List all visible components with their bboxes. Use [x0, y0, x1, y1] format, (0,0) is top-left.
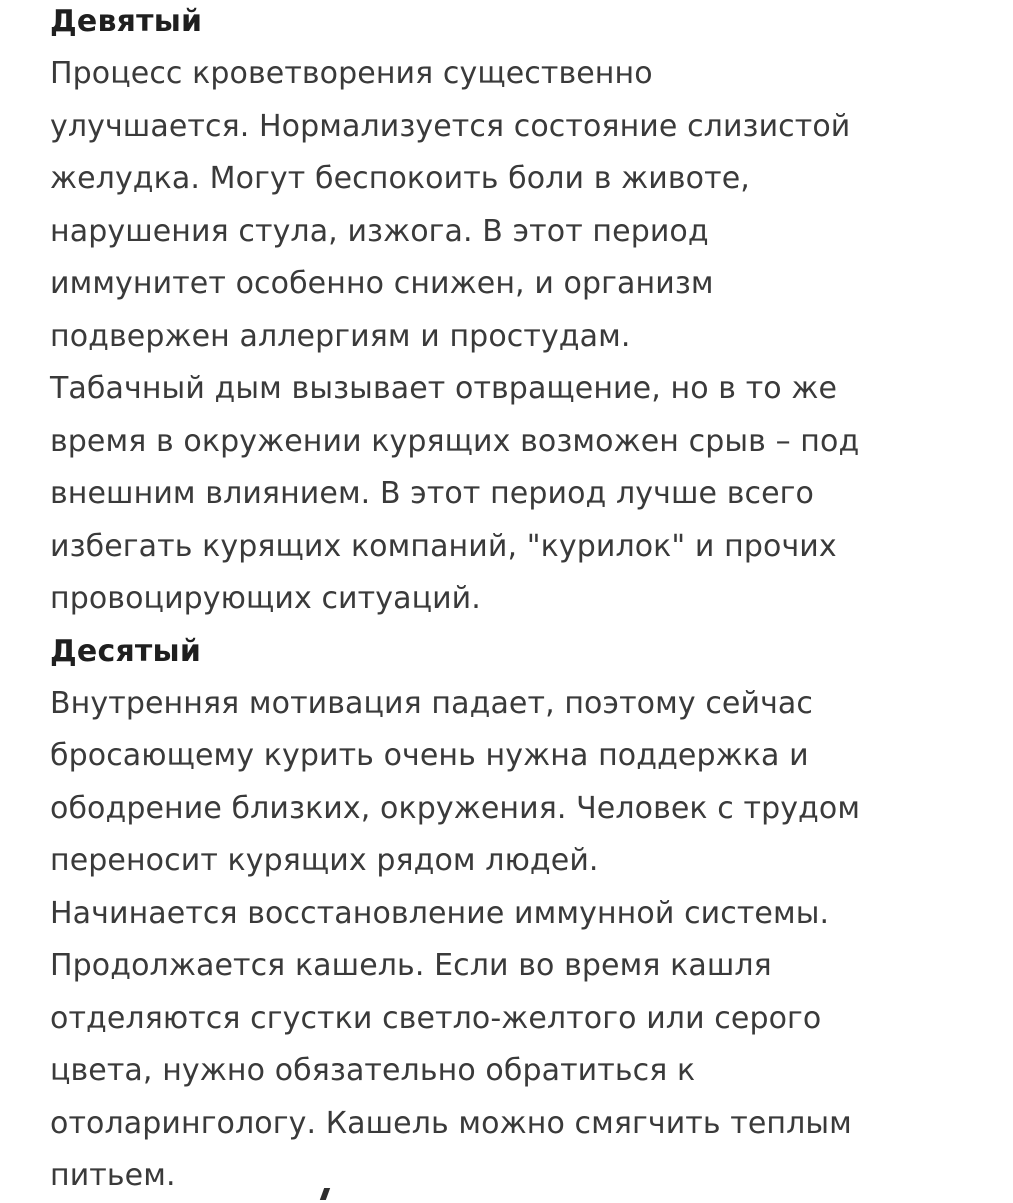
text-line: отделяются сгустки светло-желтого или серого	[50, 1000, 822, 1036]
text-line: улучшается. Нормализуется состояние слизистой	[50, 108, 851, 144]
paragraph	[50, 363, 1000, 626]
paragraph	[50, 48, 1000, 363]
section-ninth	[50, 0, 1000, 626]
text-line: отоларингологу. Кашель можно смягчить теплым	[50, 1105, 852, 1141]
text-line: цвета, нужно обязательно обратиться к	[50, 1053, 696, 1088]
text-line: питьем.	[50, 1158, 176, 1193]
paragraph	[50, 888, 1000, 1203]
section-heading: Девятый	[50, 4, 203, 39]
text-line: подвержен аллергиям и простудам.	[50, 318, 631, 354]
text-line: Начинается восстановление иммунной системы.	[50, 895, 830, 931]
text-line: провоцирующих ситуаций.	[50, 581, 481, 616]
text-line: время в окружении курящих возможен срыв – под	[50, 423, 860, 459]
text-line: избегать курящих компаний, "курилок" и прочих	[50, 528, 837, 564]
text-line: Процесс кроветворения существенно	[50, 56, 653, 91]
text-line: переносит курящих рядом людей.	[50, 843, 599, 878]
text-line: Продолжается кашель. Если во время кашля	[50, 948, 772, 983]
section-heading: Десятый	[50, 633, 202, 669]
text-line: Табачный дым вызывает отвращение, но в то же	[50, 371, 838, 406]
text-line: желудка. Могут беспокоить боли в животе,	[50, 161, 750, 196]
cut-off-glyph-fragment	[318, 1188, 332, 1200]
text-line: иммунитет особенно снижен, и организм	[50, 266, 714, 301]
text-line: нарушения стула, изжога. В этот период	[50, 213, 709, 249]
text-line: бросающему курить очень нужна поддержка и	[50, 738, 809, 773]
text-line: внешним влиянием. В этот период лучше всего	[50, 476, 814, 511]
paragraph	[50, 678, 1000, 888]
text-line: ободрение близких, окружения. Человек с трудом	[50, 790, 861, 826]
article-body	[50, 0, 1000, 1203]
section-tenth	[50, 626, 1000, 1203]
text-line: Внутренняя мотивация падает, поэтому сейчас	[50, 685, 813, 721]
